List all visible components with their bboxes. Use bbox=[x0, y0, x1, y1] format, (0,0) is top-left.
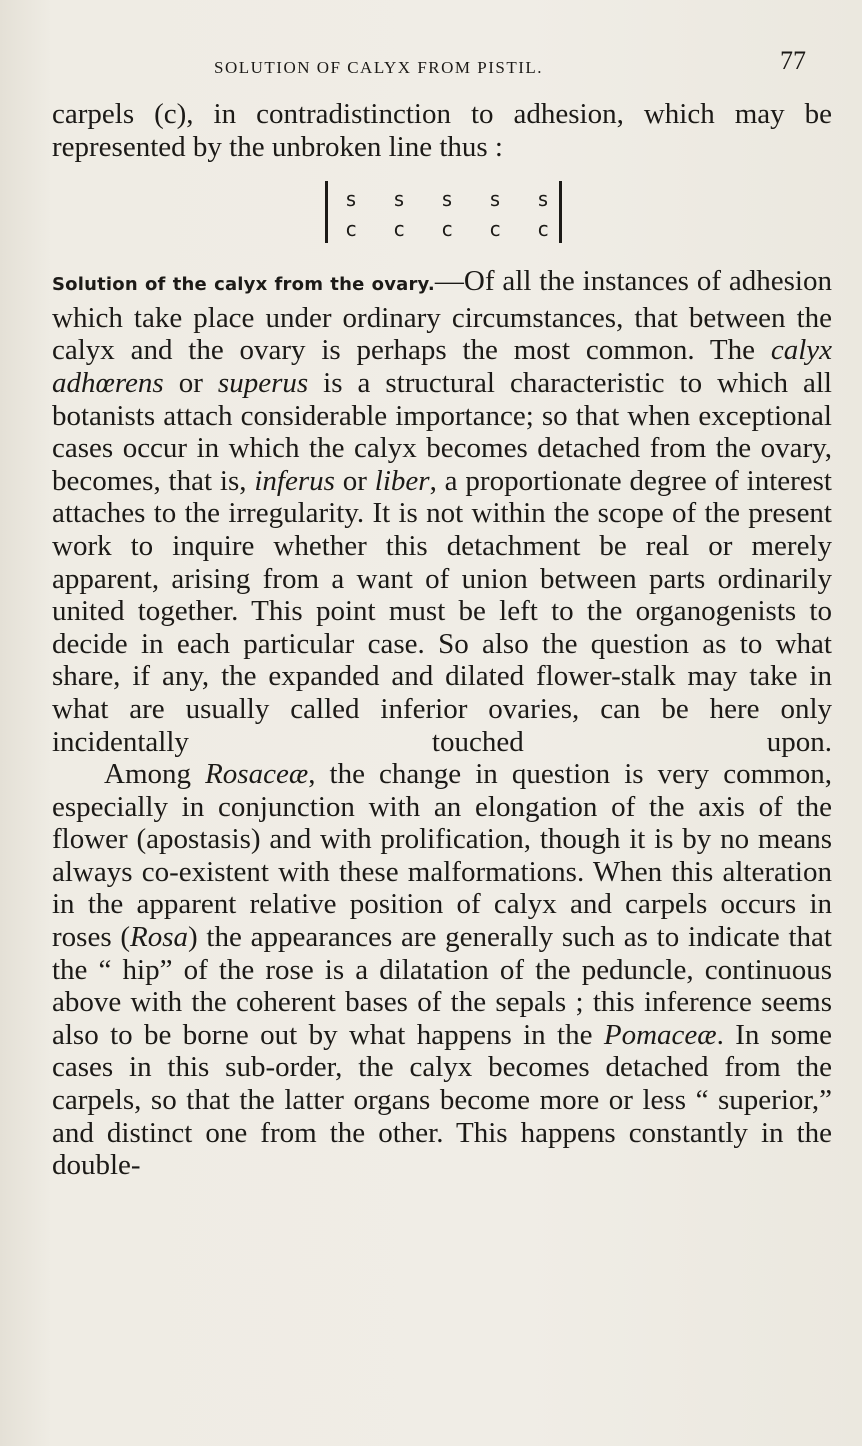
text-run: , the change in question is very common, especially in conjunction with an elongation of the axis of the flower (apostasis) and with prolification, though it is by no means always co-existent with these malformations. When this alteration in the apparent relative position of calyx and carpels occurs in roses ( bbox=[52, 758, 833, 954]
section-paragraph-2 bbox=[52, 758, 832, 1182]
section-heading: Solution of the calyx from the ovary. bbox=[52, 274, 435, 296]
diagram-sepal-letter: s bbox=[440, 187, 455, 212]
text-run: or bbox=[163, 366, 218, 399]
diagram-sepal-row bbox=[345, 183, 550, 216]
diagram-left-line bbox=[325, 181, 328, 243]
page-number: 77 bbox=[780, 46, 806, 75]
italic-term: Pomaceæ bbox=[603, 1018, 717, 1051]
section-paragraph-1 bbox=[52, 265, 832, 758]
diagram-sepal-letter: s bbox=[345, 187, 359, 212]
italic-term: superus bbox=[217, 366, 309, 399]
text-run: is a structural characteristic to which all botanists attach considerable importance; so that when exceptional cases occur in which the calyx becomes detached from the ovary, becomes, that is, bbox=[52, 366, 832, 497]
intro-paragraph: carpels (c), in contradistinction to adhesion, which may be represented by the unbroken line thus : bbox=[52, 98, 832, 163]
adhesion-diagram bbox=[317, 179, 567, 243]
diagram-carpel-letter: c bbox=[345, 217, 359, 242]
diagram-carpel-letter: c bbox=[392, 217, 407, 242]
text-run: —Of all the instances of adhesion which take place under ordinary circumstances, that between the calyx and the ovary is perhaps the most common. The bbox=[52, 265, 832, 367]
diagram-carpel-letter: c bbox=[440, 217, 455, 242]
diagram-sepal-letter: s bbox=[536, 187, 550, 212]
diagram-sepal-letter: s bbox=[488, 187, 502, 212]
italic-term: calyx adhœrens bbox=[52, 334, 832, 399]
text-run: . In some cases in this sub-order, the calyx becomes detached from the carpels, so that the latter organs become more or less “ superior,” and distinct one from the other. This happens constantly in the double- bbox=[52, 1018, 832, 1182]
text-run: , a proportionate degree of interest attaches to the irregularity. It is not within the scope of the present work to inquire whether this detachment be real or merely apparent, arising from a want of union between parts ordinarily united together. This point must be left to the organogenists to decide in each particular case. So also the question as to what share, if any, the expanded and dilated flower-stalk may take in what are usually called inferior ovaries, can be here only incidentally touched upon. bbox=[52, 464, 832, 758]
diagram-sepal-letter: s bbox=[392, 187, 407, 212]
text-run: Among bbox=[104, 758, 206, 791]
italic-term: Rosaceæ bbox=[205, 758, 309, 791]
diagram-carpel-letter: c bbox=[488, 217, 502, 242]
diagram-right-line bbox=[559, 181, 562, 243]
text-run: ) the appearances are generally such as to indicate that the “ hip” of the rose is a dilatation of the peduncle, continuous above with the coherent bases of the sepals ; this inference seems also to be borne out by what happens in the bbox=[52, 921, 832, 1051]
running-head bbox=[210, 46, 850, 88]
text-run: or bbox=[334, 464, 375, 497]
italic-term: liber bbox=[374, 464, 430, 497]
diagram-carpel-letter: c bbox=[536, 217, 550, 242]
italic-term: inferus bbox=[254, 464, 335, 497]
italic-term: Rosa bbox=[130, 921, 189, 954]
body-text bbox=[52, 98, 832, 1182]
running-head-title: SOLUTION OF CALYX FROM PISTIL. bbox=[214, 58, 544, 77]
diagram-carpel-row bbox=[345, 213, 550, 246]
